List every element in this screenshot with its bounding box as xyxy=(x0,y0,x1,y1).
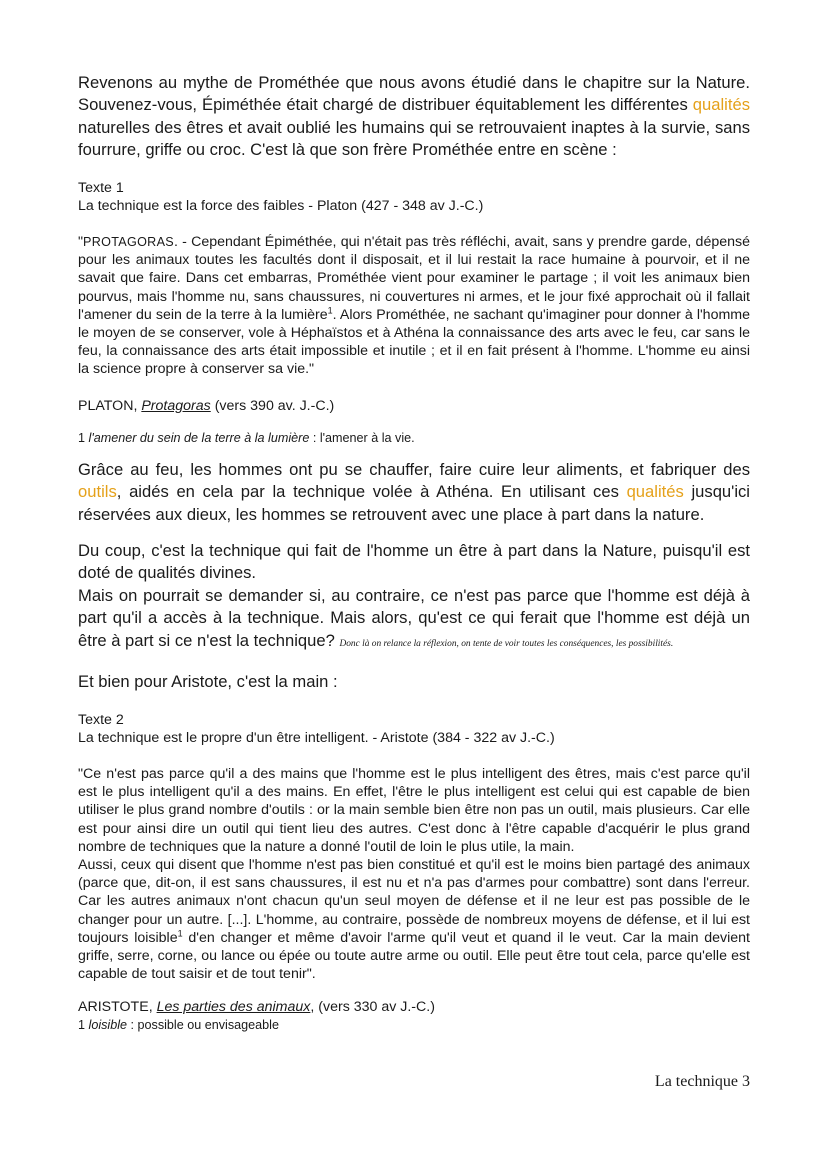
texte2-label: Texte 2 xyxy=(78,711,124,728)
footnote-marker: 1 xyxy=(327,305,333,316)
texte1-footnote: 1 l'amener du sein de la terre à la lumière : l'amener à la vie. xyxy=(78,430,415,445)
footnote-marker: 1 xyxy=(177,928,183,939)
speaker-name: PROTAGORAS xyxy=(83,235,174,250)
work-title-protagoras: Protagoras xyxy=(141,397,211,414)
texte1-subtitle: La technique est la force des faibles - Platon (427 - 348 av J.-C.) xyxy=(78,197,484,214)
texte1-label: Texte 1 xyxy=(78,179,124,196)
paragraph-feu: Grâce au feu, les hommes ont pu se chauffer, faire cuire leur aliments, et fabriquer des outils, aidés en cela par la technique volée à Athéna. En utilisant ces qualités jusqu'ici réservées aux dieux, les hommes se retrouvent avec une place à part dans la nature. xyxy=(78,459,750,524)
highlight-outils: outils xyxy=(78,482,117,502)
texte2-quote-part2: Aussi, ceux qui disent que l'homme n'est pas bien constitué et qu'il est le moins bien partagé des animaux (parce que, dit-on, il est sans chaussures, il est nu et n'a pas d'armes pour combattre) sont dans l'erreur. Car les autres animaux n'ont chacun qu'un seul moyen de défense et il ne leur est pas possible de le changer pour un autre. [...]. L'homme, au contraire, possède de nombreux moyens de défense, et il lui est toujours loisible$^1$ d'en changer et même d'avoir l'arme qu'il veut et quand il le veut. Car la main devient griffe, serre, corne, ou lance ou épée ou toute autre arme ou outil. Elle peut être tout cela, parce qu'elle est capable de tout saisir et de tout tenir". xyxy=(78,856,750,983)
margin-note: Donc là on relance la réflexion, on tente de voir toutes les conséquences, les possibilités. xyxy=(339,638,674,649)
highlight-qualites-2: qualités xyxy=(626,482,684,502)
intro-text: Revenons au mythe de Prométhée que nous avons étudié dans le chapitre sur la Nature. Souvenez-vous, Épiméthée était chargé de distribuer équitablement les différentes xyxy=(78,73,750,115)
intro-text-end: naturelles des êtres et avait oublié les humains qui se retrouvaient inaptes à la survie, sans fourrure, griffe ou croc. C'est là que son frère Prométhée entre en scène : xyxy=(78,117,750,160)
document-body xyxy=(78,72,750,1033)
page-footer: La technique 3 xyxy=(654,1073,750,1090)
texte1-quote: "PROTAGORAS. - Cependant Épiméthée, qui n'était pas très réfléchi, avait, sans y prendre garde, dépensé pour les animaux toutes les facultés dont il disposait, et il lui restait la race humaine à pourvoir, et il ne savait que faire. Dans cet embarras, Prométhée vient pour examiner le partage ; il voit les animaux bien pourvus, mais l'homme nu, sans chaussures, ni couvertures ni armes, et le jour fixé approchait où il fallait l'amener du sein de la terre à la lumière$^1$. Alors Prométhée, ne sachant qu'imaginer pour donner à l'homme le moyen de se conserver, vole à Héphaïstos et à Athéna la connaissance des arts avec le feu, car sans le feu, la connaissance des arts était impossible et inutile ; et il en fait présent à l'homme. L'homme eu ainsi la science propre à conserver sa vie." xyxy=(78,234,750,378)
paragraph-du-coup: Du coup, c'est la technique qui fait de l'homme un être à part dans la Nature, puisqu'il est doté de qualités divines. xyxy=(78,541,750,583)
texte2-footnote: 1 loisible : possible ou envisageable xyxy=(78,1017,279,1032)
texte1-source: PLATON, Protagoras (vers 390 av. J.-C.) xyxy=(78,397,335,414)
paragraph-aristote: Et bien pour Aristote, c'est la main : xyxy=(78,672,338,692)
work-title-parties: Les parties des animaux xyxy=(156,999,311,1016)
texte2-subtitle: La technique est le propre d'un être intelligent. - Aristote (384 - 322 av J.-C.) xyxy=(78,729,555,746)
intro-paragraph xyxy=(78,72,750,162)
highlight-qualites: qualités xyxy=(692,95,750,115)
texte2-quote-part1: "Ce n'est pas parce qu'il a des mains que l'homme est le plus intelligent des êtres, mais c'est parce qu'il est le plus intelligent qu'il a des mains. En effet, l'être le plus intelligent est celui qui est capable de bien utiliser le plus grand nombre d'outils : or la main semble bien être non pas un outil, mais plusieurs. Car elle est pour ainsi dire un outil qui tient lieu des autres. C'est donc à l'être capable d'acquérir le plus grand nombre de techniques que la nature a donné l'outil de loin le plus utile, la main. xyxy=(78,765,750,855)
paragraph-question: Mais on pourrait se demander si, au contraire, ce n'est pas parce que l'homme est déjà à part qu'il a accès à la technique. Mais alors, qu'est ce qui ferait que l'homme est déjà un être à part si ce n'est la technique? Donc là on relance la réflexion, on tente de voir toutes les conséquences, les possibilités. xyxy=(78,585,750,650)
texte2-source: ARISTOTE, Les parties des animaux, (vers 330 av J.-C.) xyxy=(78,999,435,1016)
